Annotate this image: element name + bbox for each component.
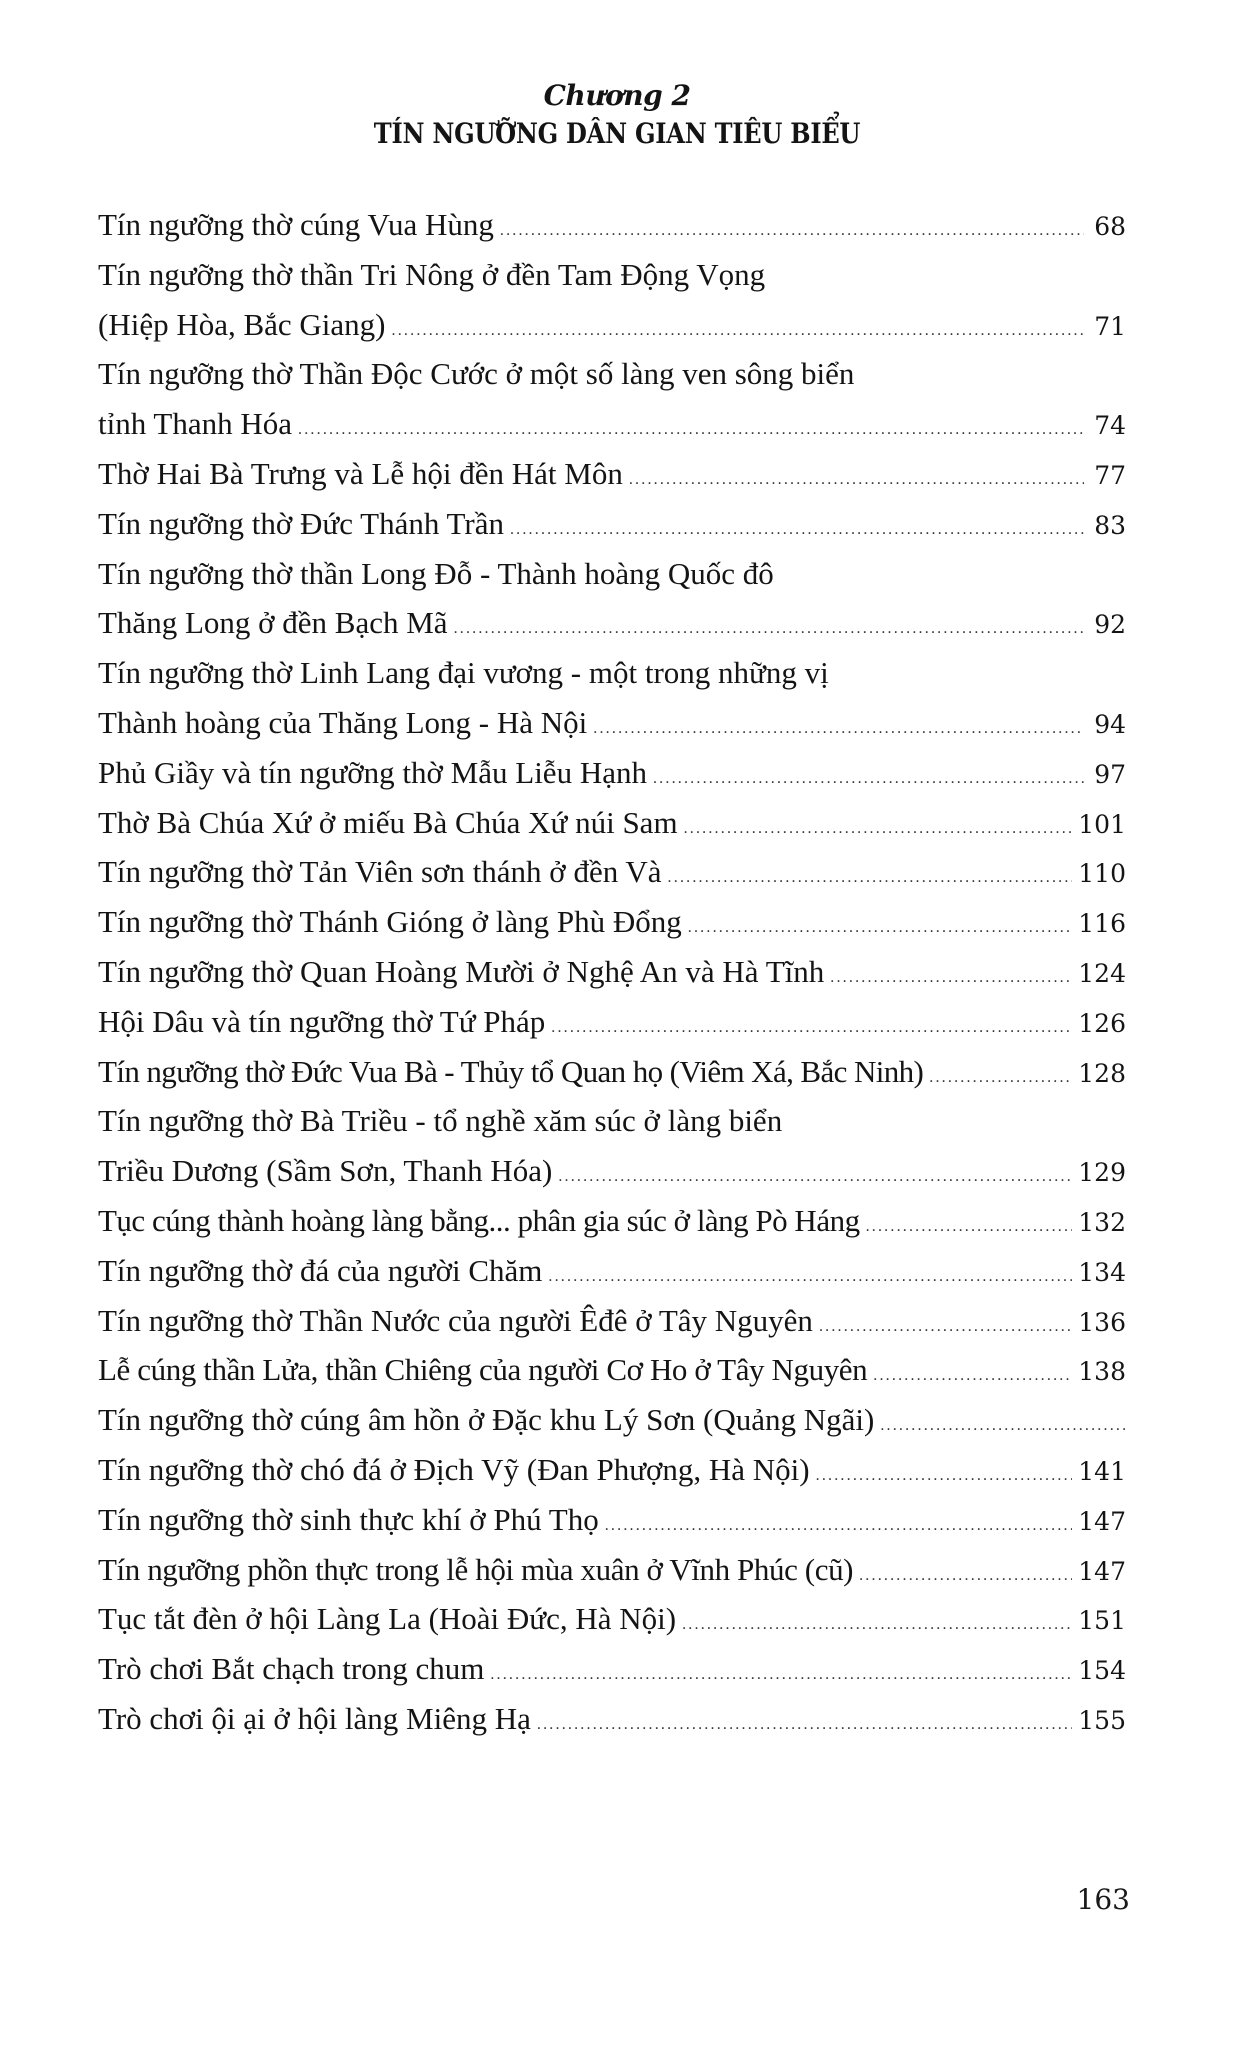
- dot-leader: [682, 1604, 1072, 1646]
- page-number: 163: [1076, 1883, 1130, 1916]
- toc-entry-page: 147: [1078, 1556, 1126, 1586]
- toc-entry-title: Tín ngưỡng thờ Tản Viên sơn thánh ở đền Và: [98, 854, 662, 890]
- toc-entry-title: Tín ngưỡng thờ thần Long Đỗ - Thành hoàng Quốc đô: [98, 555, 774, 591]
- toc-entry-page: 92: [1094, 610, 1126, 640]
- toc-entry-page: 101: [1078, 809, 1126, 839]
- toc-entry-title: Tín ngưỡng thờ Bà Triều - tổ nghề xăm súc ở làng biển: [98, 1103, 783, 1139]
- chapter-title: TÍN NGƯỠNG DÂN GIAN TIÊU BIỂU: [373, 117, 861, 150]
- toc-entry: [98, 1549, 1126, 1599]
- dot-leader: [816, 1455, 1073, 1497]
- dot-leader: [593, 708, 1084, 750]
- toc-entry-page: 138: [1078, 1357, 1126, 1387]
- toc-entry-title: Trò chơi Bắt chạch trong chum: [98, 1651, 485, 1687]
- dot-leader: [548, 1256, 1072, 1298]
- toc-entry-page: 132: [1078, 1207, 1126, 1237]
- dot-leader: [537, 1704, 1072, 1746]
- toc-entry-title: Tín ngưỡng thờ Linh Lang đại vương - một trong những vị: [98, 655, 829, 691]
- dot-leader: [629, 459, 1084, 501]
- dot-leader: [551, 1007, 1072, 1049]
- toc-entry-title: Tín ngưỡng thờ cúng âm hồn ở Đặc khu Lý Sơn (Quảng Ngãi): [98, 1402, 875, 1438]
- dot-leader: [684, 808, 1073, 850]
- toc-entry: [98, 1001, 1126, 1051]
- toc-entry-page: 155: [1078, 1705, 1126, 1735]
- toc-entry-page: 136: [1078, 1307, 1126, 1337]
- toc-entry-title: Tín ngưỡng thờ Quan Hoàng Mười ở Nghệ An và Hà Tĩnh: [98, 953, 825, 989]
- toc-entry: [98, 353, 1126, 403]
- toc-entry: [98, 1499, 1126, 1549]
- toc-entry-page: 126: [1078, 1008, 1126, 1038]
- dot-leader: [298, 409, 1084, 451]
- toc-entry-page: 83: [1094, 510, 1126, 540]
- toc-entry: [98, 254, 1126, 304]
- toc-entry-title: Tục tắt đèn ở hội Làng La (Hoài Đức, Hà Nội): [98, 1601, 677, 1637]
- toc-entry-page: 124: [1078, 958, 1126, 988]
- toc-entry: [98, 1100, 1126, 1150]
- dot-leader: [929, 1057, 1072, 1099]
- toc-entry-page: 141: [1078, 1456, 1126, 1486]
- dot-leader: [653, 758, 1084, 800]
- toc-entry-page: 154: [1078, 1656, 1126, 1686]
- toc-entry-title: Tín ngưỡng thờ sinh thực khí ở Phú Thọ: [98, 1501, 599, 1537]
- toc-entry: [98, 1349, 1126, 1399]
- toc-entry-page: 128: [1078, 1058, 1126, 1088]
- toc-entry: [98, 1250, 1126, 1300]
- toc-entry: [98, 901, 1126, 951]
- toc-entry-page: 97: [1094, 759, 1126, 789]
- toc-entry: [98, 204, 1126, 254]
- toc-entry-page: 129: [1078, 1158, 1126, 1188]
- toc-entry: [98, 1399, 1126, 1449]
- dot-leader: [605, 1505, 1073, 1547]
- toc-entry-page: 71: [1094, 311, 1126, 341]
- dot-leader: [668, 857, 1073, 899]
- toc-entry-title: Tín ngưỡng thờ thần Tri Nông ở đền Tam Động Vọng: [98, 256, 766, 292]
- toc-entry-page: 68: [1094, 212, 1126, 241]
- toc-entry: [98, 304, 1126, 354]
- dot-leader: [830, 957, 1072, 999]
- dot-leader: [688, 907, 1073, 949]
- toc-entry-page: 151: [1078, 1606, 1126, 1636]
- toc-entry-title: Thăng Long ở đền Bạch Mã: [98, 605, 448, 641]
- toc-entry: [98, 652, 1126, 702]
- toc-entry-title: Tín ngưỡng thờ đá của người Chăm: [98, 1252, 543, 1288]
- toc-entry-title: Triều Dương (Sầm Sơn, Thanh Hóa): [98, 1153, 553, 1189]
- toc-entry-title: Tục cúng thành hoàng làng bằng... phân gia súc ở làng Pò Háng: [98, 1202, 860, 1238]
- toc-entry: [98, 1698, 1126, 1748]
- toc-entry: [98, 802, 1126, 852]
- toc-entry: [98, 1648, 1126, 1698]
- toc-entry-title: Thờ Bà Chúa Xứ ở miếu Bà Chúa Xứ núi Sam: [98, 804, 678, 840]
- toc-entry-title: Tín ngưỡng thờ Thánh Gióng ở làng Phù Đổng: [98, 904, 682, 940]
- toc-entry: [98, 503, 1126, 553]
- dot-leader: [392, 310, 1084, 352]
- dot-leader: [859, 1555, 1072, 1597]
- toc-entry-title: Tín ngưỡng thờ Đức Vua Bà - Thủy tổ Quan họ (Viêm Xá, Bắc Ninh): [98, 1053, 924, 1089]
- toc-entry-title: Tín ngưỡng thờ chó đá ở Địch Vỹ (Đan Phượng, Hà Nội): [98, 1451, 810, 1487]
- toc-entry-title: tỉnh Thanh Hóa: [98, 406, 293, 442]
- chapter-label: Chương 2: [543, 79, 691, 112]
- toc-entry-title: Phủ Giầy và tín ngưỡng thờ Mẫu Liễu Hạnh: [98, 754, 647, 790]
- toc-entry-page: 147: [1078, 1506, 1126, 1536]
- toc-entry: [98, 553, 1126, 603]
- dot-leader: [490, 1654, 1072, 1696]
- dot-leader: [454, 608, 1084, 650]
- dot-leader: [558, 1156, 1072, 1198]
- toc-entry-page: 134: [1078, 1257, 1126, 1287]
- dot-leader: [500, 210, 1084, 252]
- toc-entry: [98, 752, 1126, 802]
- toc-entry: [98, 951, 1126, 1001]
- toc-entry: [98, 1200, 1126, 1250]
- toc-entry: [98, 1449, 1126, 1499]
- toc-entry-page: 116: [1078, 909, 1126, 939]
- toc-entry-page: 94: [1094, 709, 1126, 739]
- dot-leader: [873, 1355, 1072, 1397]
- toc-entry-title: Lễ cúng thần Lửa, thần Chiêng của người Cơ Ho ở Tây Nguyên: [98, 1352, 868, 1388]
- dot-leader: [880, 1405, 1126, 1447]
- toc-entry-title: Tín ngưỡng thờ cúng Vua Hùng: [98, 207, 494, 242]
- toc-entry: [98, 453, 1126, 503]
- toc-entry: [98, 403, 1126, 453]
- toc-entry-page: 77: [1094, 460, 1126, 490]
- toc-entry: [98, 1150, 1126, 1200]
- toc-entry: [98, 1598, 1126, 1648]
- toc-entry: [98, 851, 1126, 901]
- toc-entry: [98, 702, 1126, 752]
- toc-entry-title: Tín ngưỡng thờ Thần Nước của người Êđê ở Tây Nguyên: [98, 1302, 813, 1338]
- toc-entry-title: Thành hoàng của Thăng Long - Hà Nội: [98, 704, 588, 740]
- table-of-contents: [98, 204, 1126, 1748]
- dot-leader: [510, 509, 1084, 551]
- toc-entry-title: Tín ngưỡng thờ Thần Độc Cước ở một số làng ven sông biển: [98, 356, 855, 392]
- toc-entry-page: 110: [1078, 859, 1126, 889]
- toc-entry: [98, 1300, 1126, 1350]
- dot-leader: [819, 1306, 1072, 1348]
- toc-entry-title: Trò chơi ội ại ở hội làng Miêng Hạ: [98, 1700, 531, 1736]
- dot-leader: [866, 1206, 1073, 1248]
- toc-entry-title: Tín ngưỡng thờ Đức Thánh Trần: [98, 505, 504, 541]
- toc-entry-page: 74: [1094, 411, 1126, 441]
- toc-entry-title: Thờ Hai Bà Trưng và Lễ hội đền Hát Môn: [98, 455, 623, 491]
- toc-entry-title: (Hiệp Hòa, Bắc Giang): [98, 306, 386, 342]
- toc-entry: [98, 1051, 1126, 1101]
- toc-entry: [98, 602, 1126, 652]
- toc-entry-title: Tín ngưỡng phồn thực trong lễ hội mùa xuân ở Vĩnh Phúc (cũ): [98, 1551, 854, 1587]
- toc-entry-title: Hội Dâu và tín ngưỡng thờ Tứ Pháp: [98, 1003, 546, 1039]
